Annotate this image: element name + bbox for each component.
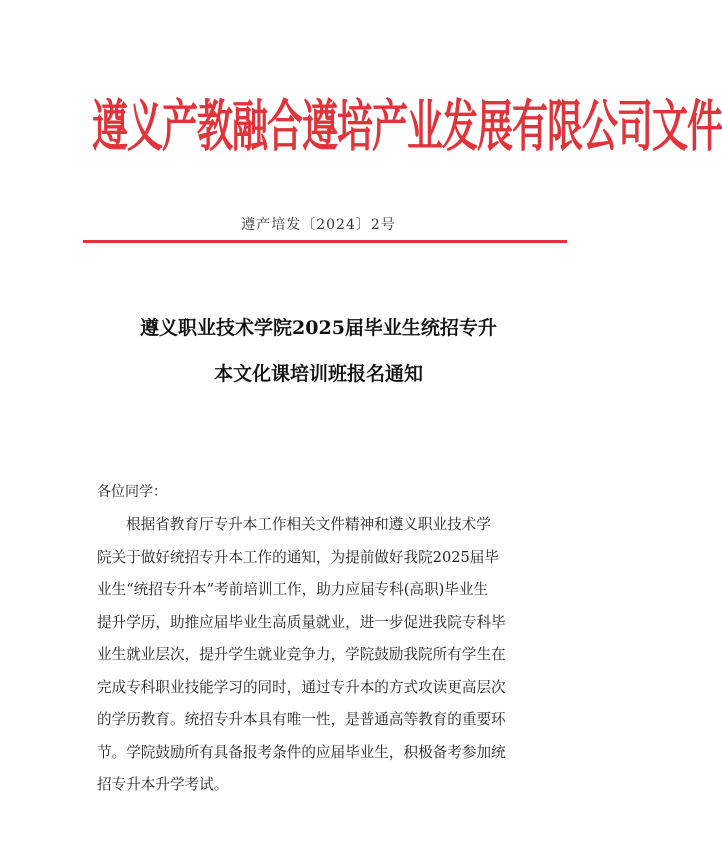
notice-title <box>60 305 577 397</box>
red-divider-line <box>83 240 567 243</box>
document-number: 遵产培发〔2024〕2号 <box>241 217 396 233</box>
body-line: 业生就业层次，提升学生就业竞争力，学院鼓励我院所有学生在 <box>97 646 506 663</box>
salutation: 各位同学： <box>97 484 167 500</box>
body-line: 的学历教育。统招专升本具有唯一性，是普通高等教育的重要环 <box>97 711 506 728</box>
body-line: 业生“统招专升本”考前培训工作，助力应届专科(高职)毕业生 <box>97 581 489 598</box>
body-line: 院关于做好统招专升本工作的通知，为提前做好我院2025届毕 <box>97 548 499 566</box>
body-line: 节。学院鼓励所有具备报考条件的应届毕业生，积极备考参加统 <box>97 743 506 761</box>
body-line: 完成专科职业技能学习的同时，通过专升本的方式攻读更高层次 <box>97 678 506 696</box>
body-paragraph <box>97 509 553 802</box>
body-line: 提升学历，助推应届毕业生高质量就业，进一步促进我院专科毕 <box>97 613 506 631</box>
notice-title-line-2: 本文化课培训班报名通知 <box>213 363 423 385</box>
notice-title-line-1: 遵义职业技术学院2025届毕业生统招专升 <box>140 317 497 339</box>
body-line: 招专升本升学考试。 <box>97 776 229 793</box>
org-header-title: 遵义产教融合遵培产业发展有限公司文件 <box>92 94 722 160</box>
body-line: 根据省教育厅专升本工作相关文件精神和遵义职业技术学 <box>126 516 491 533</box>
